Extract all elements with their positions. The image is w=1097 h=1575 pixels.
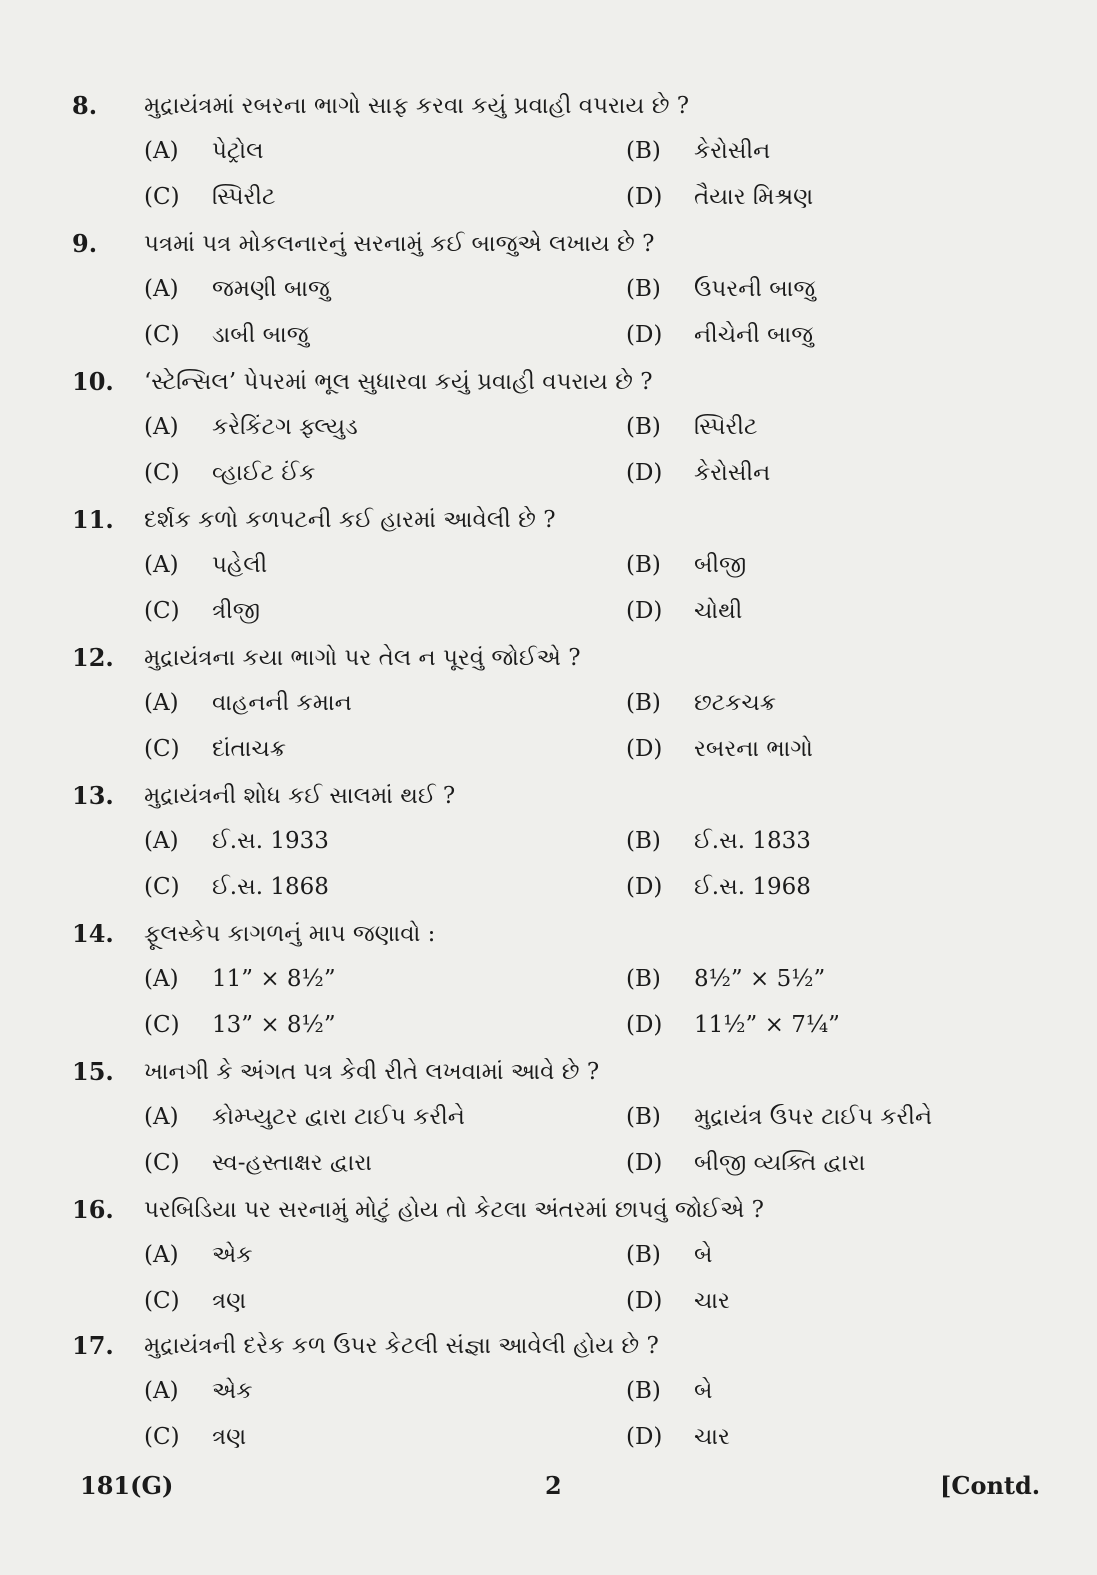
option-d: (D) ચાર	[626, 1424, 730, 1450]
question-13	[0, 774, 1097, 910]
question-text: મુદ્રાયંત્રની દરેક કળ ઉપર કેટલી સંજ્ઞા આવેલી હોય છે ?	[144, 1333, 659, 1359]
question-number: 17.	[72, 1331, 114, 1360]
question-text: દર્શક કળો કળપટની કઈ હારમાં આવેલી છે ?	[144, 507, 556, 533]
question-10	[0, 360, 1097, 496]
question-17	[0, 1324, 1097, 1460]
question-16	[0, 1188, 1097, 1324]
continued-marker: [Contd.	[940, 1471, 1041, 1500]
question-number: 8.	[72, 91, 98, 120]
option-b: (B) ઈ.સ. 1833	[626, 828, 811, 854]
option-a: (A) ઈ.સ. 1933	[144, 828, 329, 854]
option-d: (D) બીજી વ્યક્તિ દ્વારા	[626, 1150, 866, 1176]
question-text: ફૂલસ્કેપ કાગળનું માપ જણાવો :	[144, 921, 436, 947]
option-a: (A) એક	[144, 1378, 253, 1404]
option-a: (A) કોમ્પ્યુટર દ્વારા ટાઈપ કરીને	[144, 1104, 465, 1130]
option-a: (A) વાહનની કમાન	[144, 690, 352, 716]
option-b: (B) બે	[626, 1242, 713, 1268]
question-number: 16.	[72, 1195, 114, 1224]
option-b: (B) મુદ્રાયંત્ર ઉપર ટાઈપ કરીને	[626, 1104, 933, 1130]
option-c: (C) ત્રીજી	[144, 598, 261, 624]
option-c: (C) ત્રણ	[144, 1288, 247, 1314]
page-number: 2	[545, 1471, 562, 1500]
question-text: મુદ્રાયંત્રમાં રબરના ભાગો સાફ કરવા કયું પ્રવાહી વપરાય છે ?	[144, 93, 690, 119]
option-a: (A) જમણી બાજુ	[144, 276, 330, 302]
option-b: (B) 8½” × 5½”	[626, 966, 826, 992]
option-d: (D) 11½” × 7¼”	[626, 1012, 840, 1038]
question-number: 9.	[72, 229, 98, 258]
question-text: પત્રમાં પત્ર મોકલનારનું સરનામું કઈ બાજુએ લખાય છે ?	[144, 231, 655, 257]
option-d: (D) ચાર	[626, 1288, 730, 1314]
question-text: ‘સ્ટેન્સિલ’ પેપરમાં ભૂલ સુધારવા કયું પ્રવાહી વપરાય છે ?	[144, 369, 653, 395]
option-a: (A) કરેકિંટગ ફ્લ્યુડ	[144, 414, 358, 440]
page-footer	[0, 1466, 1097, 1506]
question-9	[0, 222, 1097, 358]
option-c: (C) ડાબી બાજુ	[144, 322, 309, 348]
question-8	[0, 84, 1097, 220]
question-number: 10.	[72, 367, 114, 396]
option-a: (A) પેટ્રોલ	[144, 138, 264, 164]
option-c: (C) સ્પિરીટ	[144, 184, 276, 210]
option-a: (A) એક	[144, 1242, 253, 1268]
option-d: (D) ચોથી	[626, 598, 743, 624]
option-d: (D) તૈયાર મિશ્રણ	[626, 184, 814, 210]
option-a: (A) પહેલી	[144, 552, 268, 578]
option-c: (C) 13” × 8½”	[144, 1012, 336, 1038]
question-14	[0, 912, 1097, 1048]
option-b: (B) કેરોસીન	[626, 138, 771, 164]
question-number: 15.	[72, 1057, 114, 1086]
paper-code: 181(G)	[80, 1471, 174, 1500]
option-d: (D) રબરના ભાગો	[626, 736, 813, 762]
option-b: (B) સ્પિરીટ	[626, 414, 758, 440]
question-text: મુદ્રાયંત્રની શોધ કઈ સાલમાં થઈ ?	[144, 783, 456, 809]
option-c: (C) સ્વ-હસ્તાક્ષર દ્વારા	[144, 1150, 372, 1176]
question-number: 12.	[72, 643, 114, 672]
question-number: 14.	[72, 919, 114, 948]
option-c: (C) ઈ.સ. 1868	[144, 874, 329, 900]
question-number: 11.	[72, 505, 114, 534]
option-b: (B) બે	[626, 1378, 713, 1404]
option-c: (C) દાંતાચક્ર	[144, 736, 287, 762]
option-c: (C) વ્હાઈટ ઈંક	[144, 460, 316, 486]
question-text: ખાનગી કે અંગત પત્ર કેવી રીતે લખવામાં આવે છે ?	[144, 1059, 600, 1085]
option-a: (A) 11” × 8½”	[144, 966, 336, 992]
option-d: (D) નીચેની બાજુ	[626, 322, 813, 348]
option-c: (C) ત્રણ	[144, 1424, 247, 1450]
option-b: (B) છટકચક્ર	[626, 690, 777, 716]
question-15	[0, 1050, 1097, 1186]
option-b: (B) ઉપરની બાજુ	[626, 276, 816, 302]
option-d: (D) ઈ.સ. 1968	[626, 874, 811, 900]
option-d: (D) કેરોસીન	[626, 460, 771, 486]
question-12	[0, 636, 1097, 772]
question-11	[0, 498, 1097, 634]
question-text: પરબિડિયા પર સરનામું મોટું હોય તો કેટલા અંતરમાં છાપવું જોઈએ ?	[144, 1197, 765, 1223]
question-number: 13.	[72, 781, 114, 810]
option-b: (B) બીજી	[626, 552, 747, 578]
question-text: મુદ્રાયંત્રના કયા ભાગો પર તેલ ન પૂરવું જોઈએ ?	[144, 645, 581, 671]
